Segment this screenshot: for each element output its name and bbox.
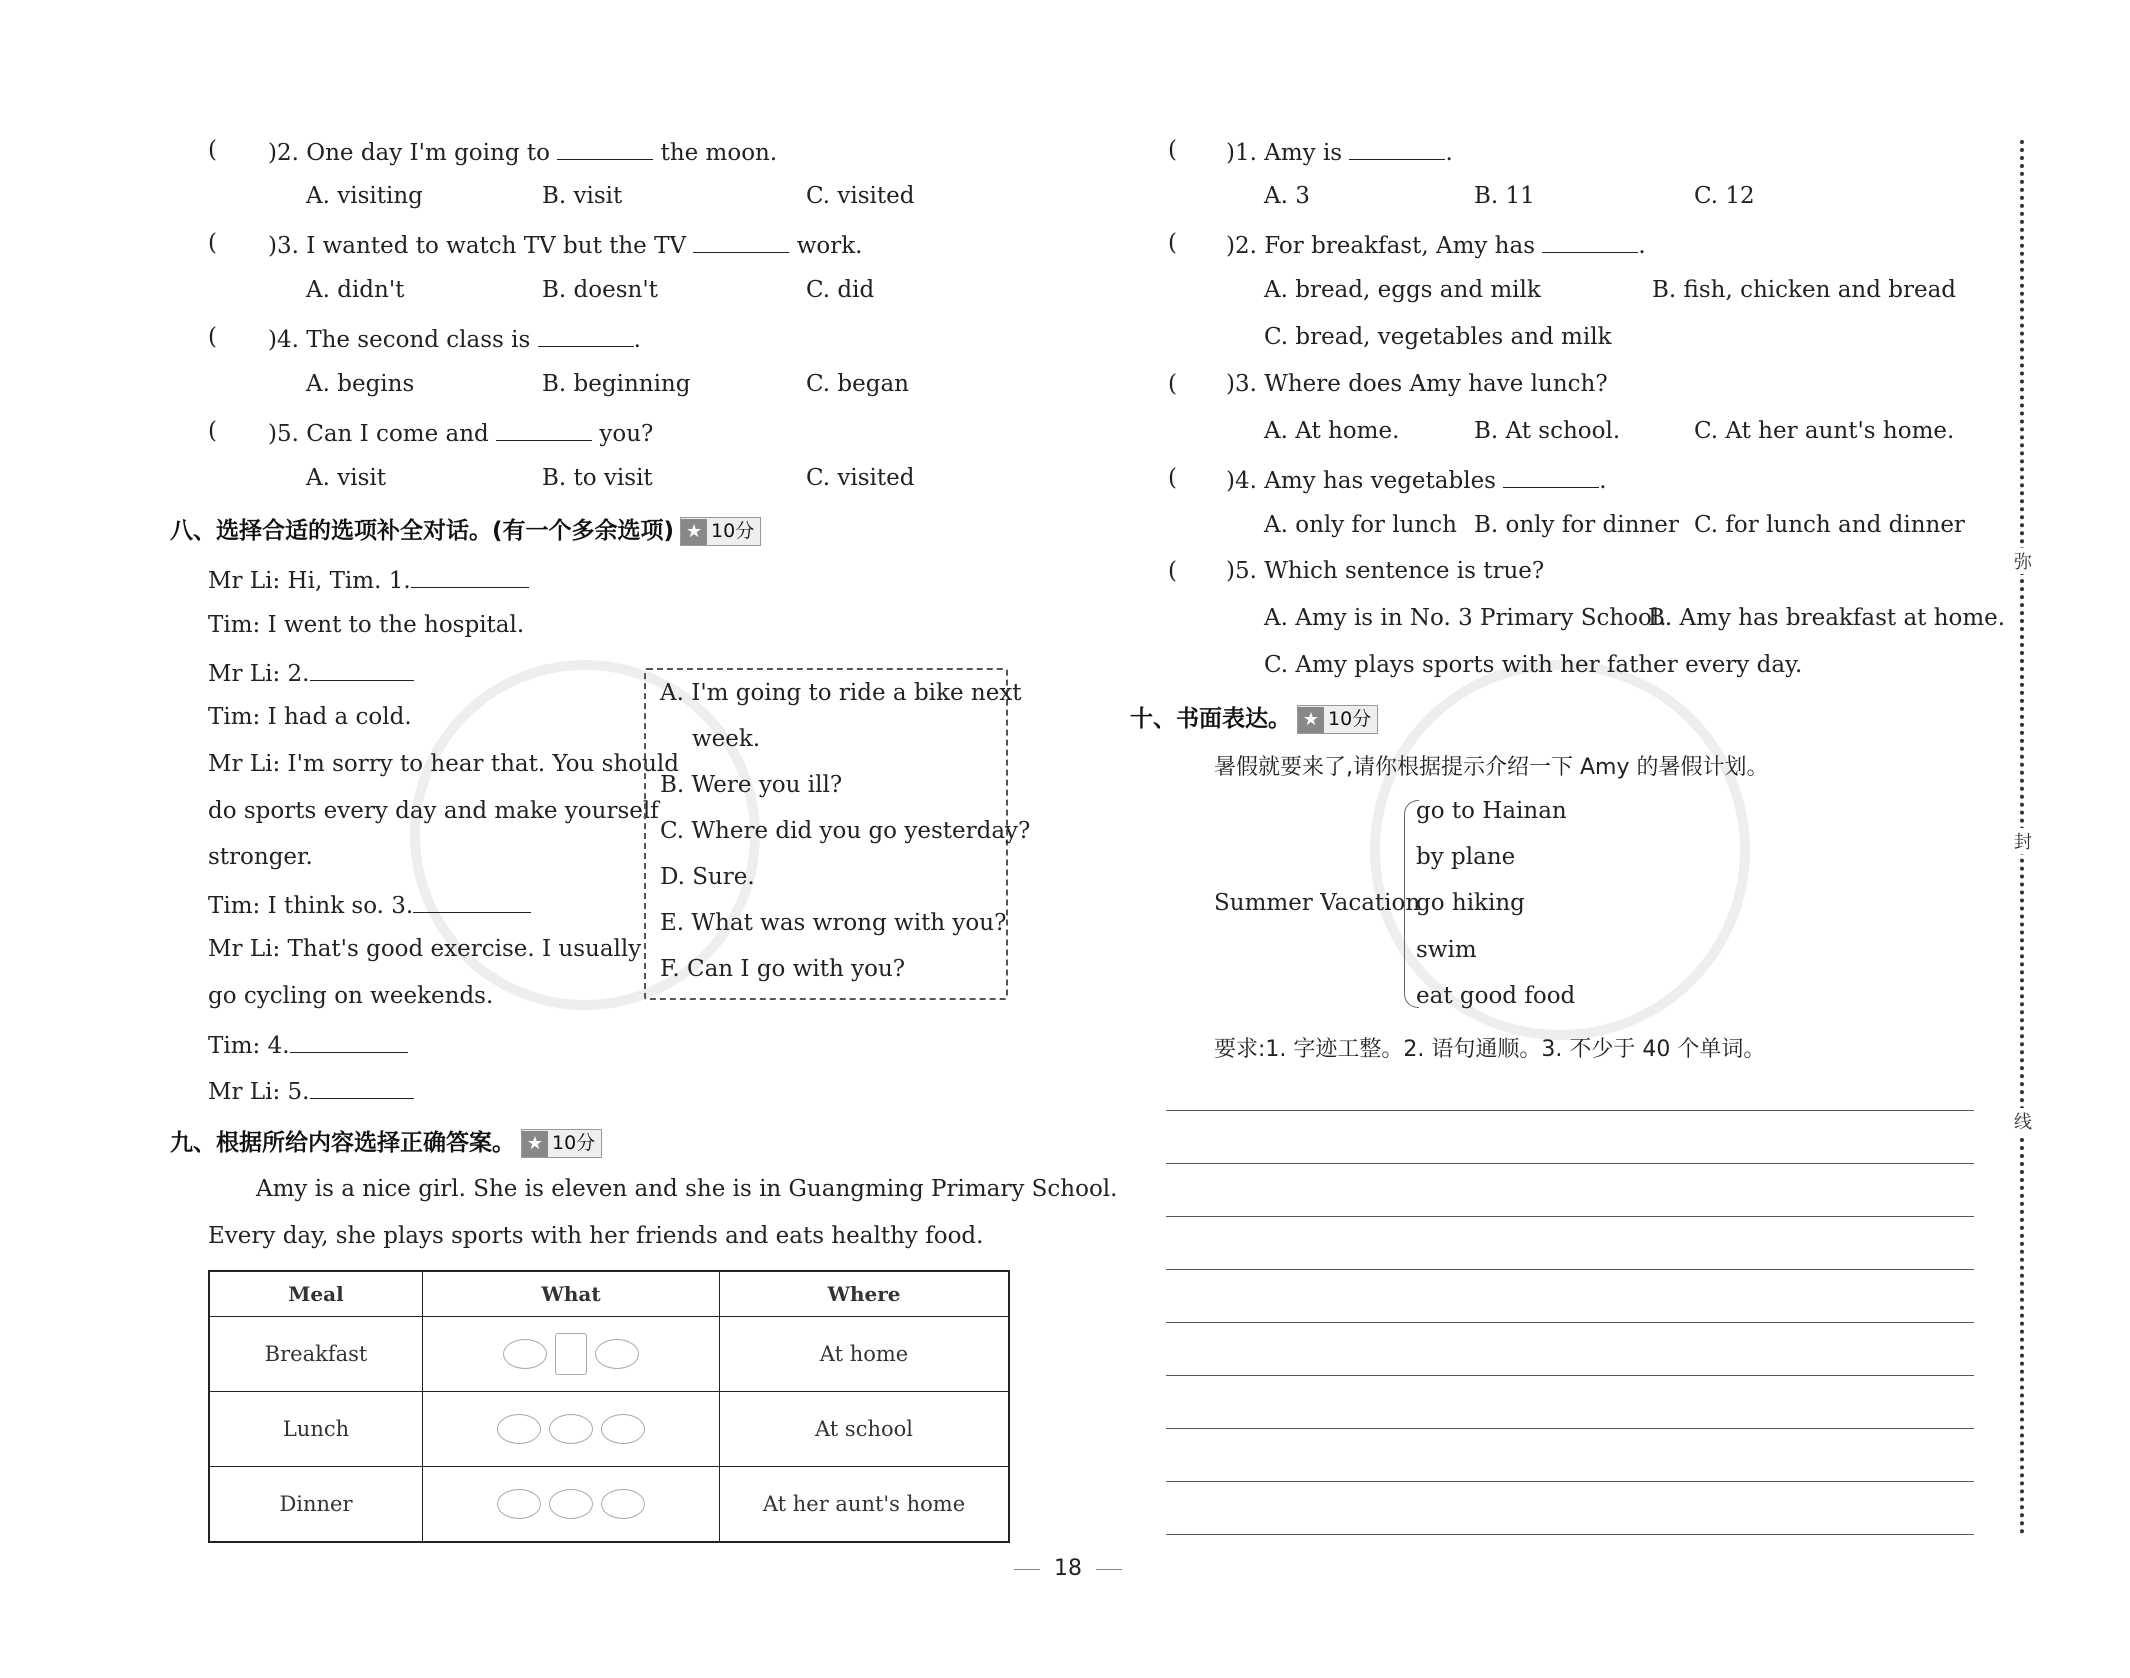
column-header: Where	[720, 1271, 1010, 1317]
table-row	[209, 1467, 1009, 1543]
dialogue-line: Mr Li: 5.	[208, 1076, 414, 1105]
option[interactable]: B. fish, chicken and bread	[1652, 277, 1957, 303]
star-icon: ★	[522, 1131, 548, 1157]
table-row	[209, 1317, 1009, 1392]
section-title-text: 十、书面表达。	[1130, 706, 1291, 732]
option[interactable]: C. for lunch and dinner	[1694, 512, 1965, 538]
writing-line[interactable]	[1166, 1163, 1974, 1164]
writing-prompt: 暑假就要来了,请你根据提示介绍一下 Amy 的暑假计划。	[1214, 755, 1769, 780]
option[interactable]: A. bread, eggs and milk	[1264, 277, 1541, 303]
option[interactable]: A. Amy is in No. 3 Primary School.	[1264, 605, 1667, 631]
answer-paren[interactable]: (	[208, 230, 217, 256]
dialogue-line: Tim: I had a cold.	[208, 704, 412, 730]
table-header-row	[209, 1271, 1009, 1317]
dialogue-line: Mr Li: That's good exercise. I usually	[208, 936, 642, 962]
option[interactable]: A. At home.	[1264, 418, 1400, 444]
answer-paren[interactable]: (	[1168, 230, 1177, 256]
score-badge: ★ 10分	[1297, 705, 1378, 734]
dialogue-line: do sports every day and make yourself	[208, 798, 659, 824]
option[interactable]: C. visited	[806, 465, 915, 491]
reading-question-1: )1. Amy is .	[1226, 137, 1453, 166]
writing-line[interactable]	[1166, 1481, 1974, 1482]
meal-cell: Lunch	[209, 1392, 423, 1467]
choice-item[interactable]: D. Sure.	[660, 864, 755, 890]
section-10-title	[1130, 700, 1378, 734]
option[interactable]: A. visit	[306, 465, 386, 491]
choice-item[interactable]: E. What was wrong with you?	[660, 910, 1007, 936]
dialogue-line: stronger.	[208, 844, 313, 870]
reading-question-4: )4. Amy has vegetables .	[1226, 465, 1607, 494]
choice-item[interactable]: F. Can I go with you?	[660, 956, 906, 982]
option[interactable]: A. begins	[306, 371, 415, 397]
option[interactable]: C. did	[806, 277, 875, 303]
where-cell: At her aunt's home	[720, 1467, 1010, 1543]
question-2-stem: )2. One day I'm going to the moon.	[268, 137, 777, 166]
reading-question-2: )2. For breakfast, Amy has .	[1226, 230, 1646, 259]
passage-line: Every day, she plays sports with her friends and eats healthy food.	[208, 1223, 984, 1249]
where-cell: At home	[720, 1317, 1010, 1392]
dialogue-line: go cycling on weekends.	[208, 983, 494, 1009]
dialogue-line: Tim: I went to the hospital.	[208, 612, 525, 638]
chicken-icon	[601, 1489, 645, 1519]
meal-cell: Breakfast	[209, 1317, 423, 1392]
answer-paren[interactable]: (	[1168, 465, 1177, 491]
option[interactable]: B. 11	[1474, 183, 1535, 209]
choice-item[interactable]: A. I'm going to ride a bike next	[660, 680, 1022, 706]
fruit-bowl-icon	[497, 1489, 541, 1519]
page-number: 18	[1014, 1556, 1122, 1581]
writing-requirement: 要求:1. 字迹工整。2. 语句通顺。3. 不少于 40 个单词。	[1214, 1037, 1766, 1062]
option[interactable]: C. began	[806, 371, 909, 397]
section-8-title	[170, 512, 761, 546]
writing-line[interactable]	[1166, 1269, 1974, 1270]
option[interactable]: B. doesn't	[542, 277, 658, 303]
answer-paren[interactable]: (	[208, 418, 217, 444]
score-badge: ★ 10分	[680, 517, 761, 546]
option[interactable]: C. bread, vegetables and milk	[1264, 324, 1612, 350]
vegetables-icon	[549, 1414, 593, 1444]
plan-item: go hiking	[1416, 890, 1525, 916]
vegetables-icon	[549, 1489, 593, 1519]
writing-line[interactable]	[1166, 1322, 1974, 1323]
plan-item: swim	[1416, 937, 1477, 963]
star-icon: ★	[681, 519, 707, 545]
question-5-stem: )5. Can I come and you?	[268, 418, 653, 447]
option[interactable]: A. only for lunch	[1264, 512, 1457, 538]
meal-table	[208, 1270, 1010, 1543]
choice-item[interactable]: C. Where did you go yesterday?	[660, 818, 1031, 844]
dialogue-line: Mr Li: I'm sorry to hear that. You should	[208, 751, 680, 777]
column-header: What	[423, 1271, 720, 1317]
writing-line[interactable]	[1166, 1534, 1974, 1535]
writing-line[interactable]	[1166, 1110, 1974, 1111]
score-badge: ★ 10分	[521, 1129, 602, 1158]
star-icon: ★	[1298, 707, 1324, 733]
dialogue-line: Mr Li: 2.	[208, 658, 414, 687]
answer-paren[interactable]: (	[1168, 371, 1177, 397]
food-pictures	[423, 1317, 720, 1392]
meal-cell: Dinner	[209, 1467, 423, 1543]
food-pictures	[423, 1392, 720, 1467]
option[interactable]: A. 3	[1264, 183, 1310, 209]
writing-line[interactable]	[1166, 1375, 1974, 1376]
option[interactable]: B. to visit	[542, 465, 653, 491]
answer-paren[interactable]: (	[208, 324, 217, 350]
option[interactable]: A. didn't	[306, 277, 405, 303]
plan-item: by plane	[1416, 844, 1516, 870]
section-9-title	[170, 1124, 602, 1158]
option[interactable]: B. visit	[542, 183, 623, 209]
option[interactable]: C. visited	[806, 183, 915, 209]
food-pictures	[423, 1467, 720, 1543]
section-title-text: 九、根据所给内容选择正确答案。	[170, 1130, 515, 1156]
plan-item: eat good food	[1416, 983, 1576, 1009]
question-3-stem: )3. I wanted to watch TV but the TV work.	[268, 230, 862, 259]
reading-question-5: )5. Which sentence is true?	[1226, 558, 1545, 584]
option[interactable]: C. Amy plays sports with her father every day.	[1264, 652, 1803, 678]
egg-icon	[503, 1339, 547, 1369]
section-title-text: 八、选择合适的选项补全对话。(有一个多余选项)	[170, 518, 675, 544]
table-row	[209, 1392, 1009, 1467]
option[interactable]: C. 12	[1694, 183, 1755, 209]
seal-mark: 线	[2014, 1108, 2032, 1134]
option[interactable]: B. At school.	[1474, 418, 1621, 444]
option[interactable]: C. At her aunt's home.	[1694, 418, 1955, 444]
answer-paren[interactable]: (	[1168, 137, 1177, 163]
option[interactable]: A. visiting	[306, 183, 423, 209]
chicken-icon	[601, 1414, 645, 1444]
choices-box	[644, 668, 1031, 1000]
where-cell: At school	[720, 1392, 1010, 1467]
reading-question-3: )3. Where does Amy have lunch?	[1226, 371, 1608, 397]
bread-icon	[595, 1339, 639, 1369]
answer-paren[interactable]: (	[1168, 558, 1177, 584]
dialogue-line: Tim: I think so. 3.	[208, 890, 531, 919]
dialogue-line: Mr Li: Hi, Tim. 1.	[208, 565, 529, 594]
option[interactable]: B. Amy has breakfast at home.	[1648, 605, 2006, 631]
seal-mark: 弥	[2014, 548, 2032, 574]
writing-line[interactable]	[1166, 1428, 1974, 1429]
choice-item-cont: week.	[692, 726, 761, 752]
dialogue-line: Tim: 4.	[208, 1030, 408, 1059]
plan-item: go to Hainan	[1416, 798, 1567, 824]
option[interactable]: B. only for dinner	[1474, 512, 1679, 538]
seal-mark: 封	[2014, 828, 2032, 854]
passage-line: Amy is a nice girl. She is eleven and she is in Guangming Primary School.	[256, 1176, 1118, 1202]
summer-vacation-label: Summer Vacation	[1214, 890, 1421, 916]
writing-line[interactable]	[1166, 1216, 1974, 1217]
fish-icon	[497, 1414, 541, 1444]
question-4-stem: )4. The second class is .	[268, 324, 641, 353]
column-header: Meal	[209, 1271, 423, 1317]
choice-item[interactable]: B. Were you ill?	[660, 772, 843, 798]
option[interactable]: B. beginning	[542, 371, 691, 397]
milk-carton-icon	[555, 1333, 587, 1375]
answer-paren[interactable]: (	[208, 137, 217, 163]
